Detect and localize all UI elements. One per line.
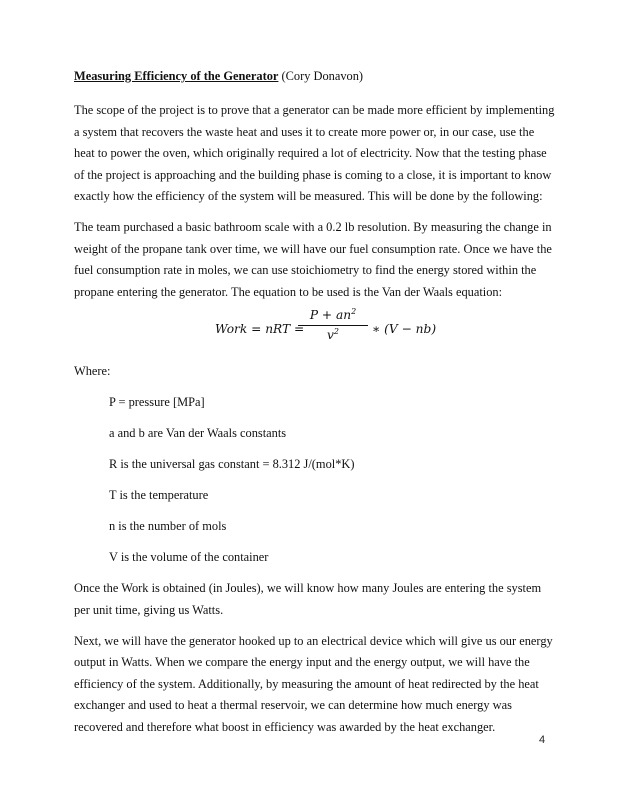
document-page [74,66,555,739]
definition-item: a and b are Van der Waals constants [109,426,287,441]
definition-item: V is the volume of the container [109,550,269,565]
text-line: a system that recovers the waste heat and uses it to create more power or, in our case, use the [74,124,535,139]
text-line: Once the Work is obtained (in Joules), we will know how many Joules are entering the system [74,581,542,596]
paragraph-work [74,578,548,621]
paragraph-scope [74,100,555,208]
equation-rhs: ∗ (V − nb) [372,322,437,337]
where-label: Where: [74,364,111,379]
definition-item: R is the universal gas constant = 8.312 J/(mol*K) [109,457,355,472]
text-line: per unit time, giving us Watts. [74,602,224,617]
text-line: exchanger and used to heat a thermal reservoir, we can determine how much energy was [74,698,512,713]
text-line: fuel consumption rate in moles, we can use stoichiometry to find the energy stored within the [74,263,537,278]
section-author: (Cory Donavon) [278,69,364,83]
text-line: weight of the propane tank over time, we will have our fuel consumption rate. Once we have the [74,241,552,256]
definition-item: n is the number of mols [109,519,227,534]
paragraph-efficiency [74,631,553,739]
text-line: propane entering the generator. The equation to be used is the Van der Waals equation: [74,284,503,299]
equation-numerator [298,307,368,323]
definition-item: T is the temperature [109,488,209,503]
equation-lhs: Work = nRT = [215,322,305,337]
van-der-waals-equation [74,303,548,361]
equation-fraction [298,307,368,343]
definition-item: P = pressure [MPa] [109,395,205,410]
text-line: exactly how the efficiency of the system will be measured. This will be done by the following: [74,189,543,204]
text-line: Next, we will have the generator hooked up to an electrical device which will give us our energy [74,633,553,648]
paragraph-scale [74,217,552,303]
equation-denominator [298,327,368,343]
variable-definitions [109,392,548,567]
text-line: recovered and therefore what boost in efficiency was awarded by the heat exchanger. [74,719,496,734]
text-line: The team purchased a basic bathroom scale with a 0.2 lb resolution. By measuring the change in [74,219,552,234]
text-line: efficiency of the system. Additionally, by measuring the amount of heat redirected by the heat [74,676,539,691]
text-line: output in Watts. When we compare the energy input and the energy output, we will have the [74,655,530,670]
text-line: of the project is approaching and the building phase is coming to a close, it is important to know [74,167,552,182]
fraction-bar [298,325,368,326]
numerator-exponent: 2 [351,307,357,317]
denominator-text: v [327,328,334,343]
page-number: 4 [539,734,546,746]
text-line: heat to power the oven, which originally required a lot of electricity. Now that the testing phase [74,146,547,161]
section-title: Measuring Efficiency of the Generator [74,69,279,83]
text-line: The scope of the project is to prove that a generator can be made more efficient by implementing [74,103,555,117]
section-heading [74,66,548,86]
denominator-exponent: 2 [333,327,339,337]
numerator-text: P + an [309,308,352,323]
